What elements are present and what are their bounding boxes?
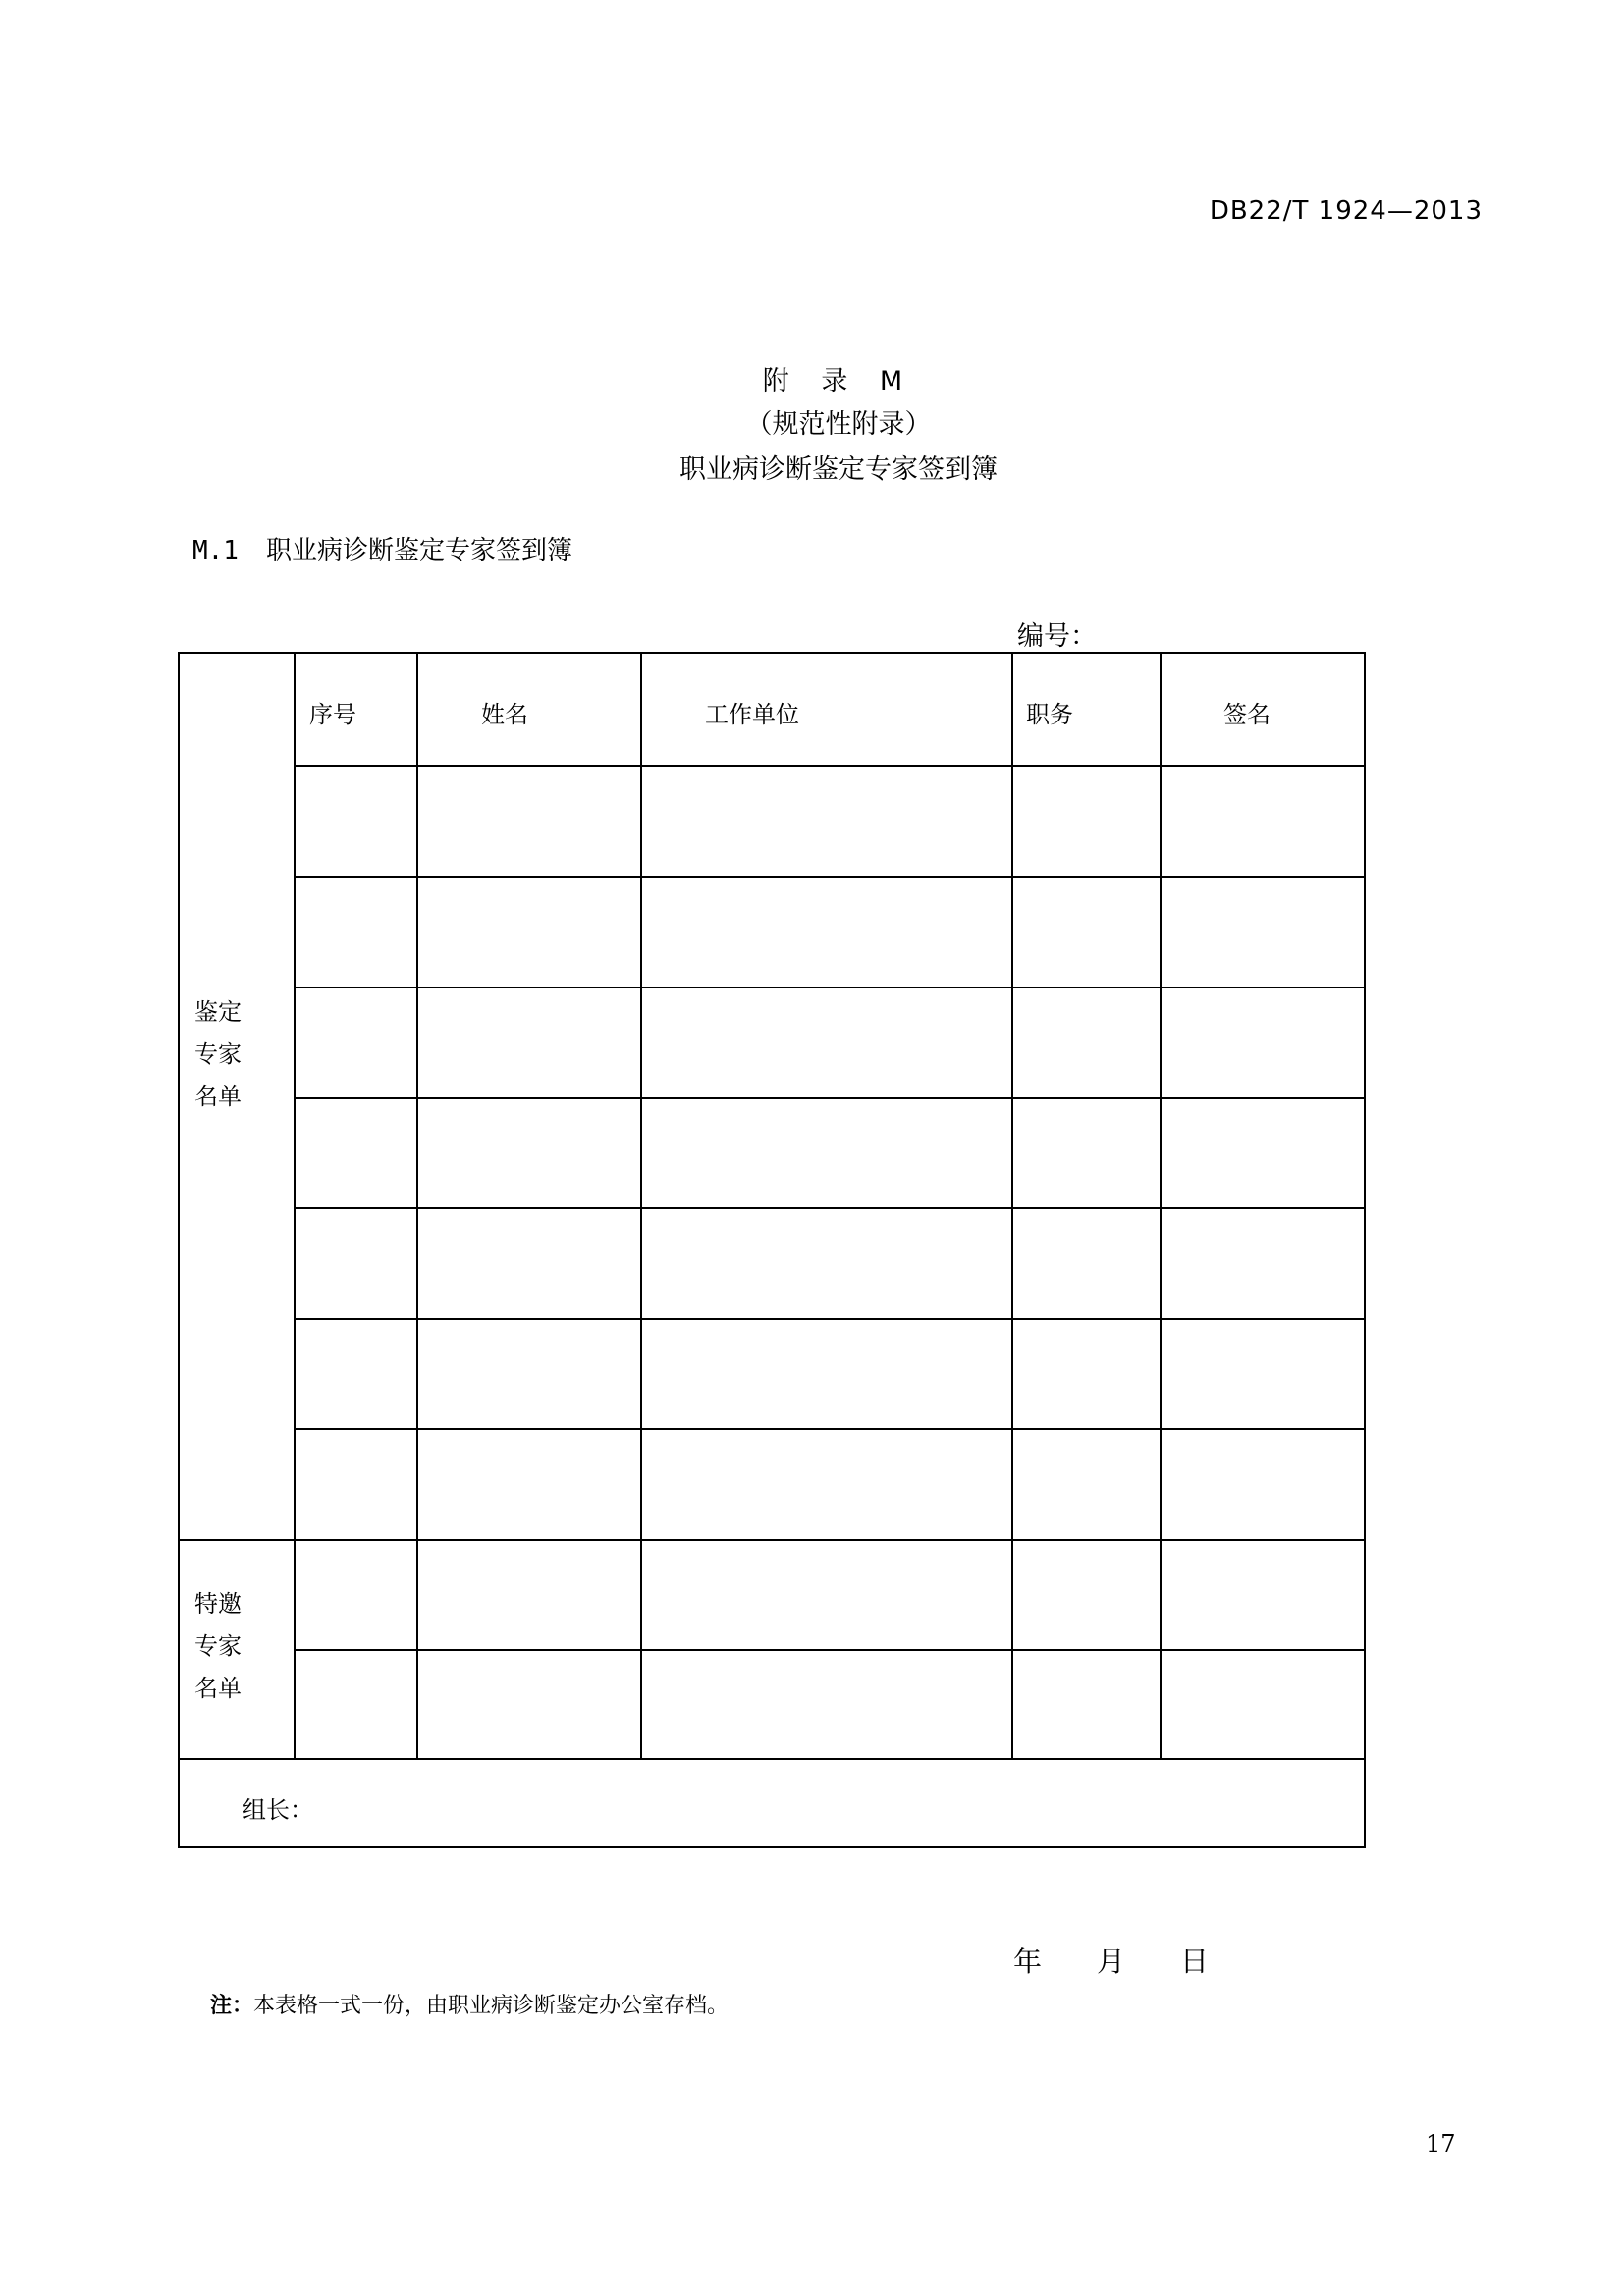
row-divider bbox=[294, 987, 1364, 988]
date-month: 月 bbox=[1097, 1945, 1126, 1978]
col-divider bbox=[1160, 654, 1162, 1758]
header-position: 职务 bbox=[1026, 701, 1073, 728]
date-day: 日 bbox=[1180, 1945, 1210, 1978]
row-divider bbox=[294, 1428, 1364, 1430]
footnote bbox=[210, 1989, 729, 2019]
col-divider bbox=[640, 654, 642, 1758]
header-signature: 签名 bbox=[1223, 701, 1271, 728]
group-label-experts: 鉴定 专家 名单 bbox=[194, 998, 242, 1110]
appendix-title: 附 录 M bbox=[762, 366, 915, 397]
header-name: 姓名 bbox=[481, 701, 528, 728]
note-prefix: 注： bbox=[210, 1993, 254, 2018]
row-divider bbox=[294, 1318, 1364, 1320]
section-number: M.1 bbox=[192, 536, 239, 565]
row-divider bbox=[294, 1207, 1364, 1209]
group-divider bbox=[180, 1758, 1364, 1760]
date-line bbox=[1013, 1940, 1264, 1980]
group-divider bbox=[180, 1539, 1364, 1541]
date-year: 年 bbox=[1013, 1945, 1043, 1978]
document-code: DB22/T 1924—2013 bbox=[1209, 196, 1483, 226]
group-label-invited: 特邀 专家 名单 bbox=[194, 1590, 242, 1702]
team-leader-label: 组长： bbox=[243, 1796, 313, 1824]
row-divider bbox=[294, 1649, 1364, 1651]
serial-number-label: 编号： bbox=[1017, 621, 1097, 652]
header-serial: 序号 bbox=[309, 701, 356, 728]
header-work-unit: 工作单位 bbox=[705, 701, 799, 728]
section-title: 职业病诊断鉴定专家签到簿 bbox=[265, 536, 572, 565]
col-divider bbox=[294, 654, 296, 1758]
col-divider bbox=[416, 654, 418, 1758]
row-divider bbox=[294, 765, 1364, 767]
appendix-name: 职业病诊断鉴定专家签到簿 bbox=[679, 454, 998, 485]
row-divider bbox=[294, 876, 1364, 878]
page-number: 17 bbox=[1426, 2130, 1456, 2158]
section-heading bbox=[192, 530, 572, 566]
appendix-subtitle: （规范性附录） bbox=[745, 409, 932, 440]
sign-in-table bbox=[178, 652, 1366, 1848]
col-divider bbox=[1011, 654, 1013, 1758]
note-text: 本表格一式一份，由职业病诊断鉴定办公室存档。 bbox=[253, 1994, 730, 2018]
row-divider bbox=[294, 1097, 1364, 1099]
